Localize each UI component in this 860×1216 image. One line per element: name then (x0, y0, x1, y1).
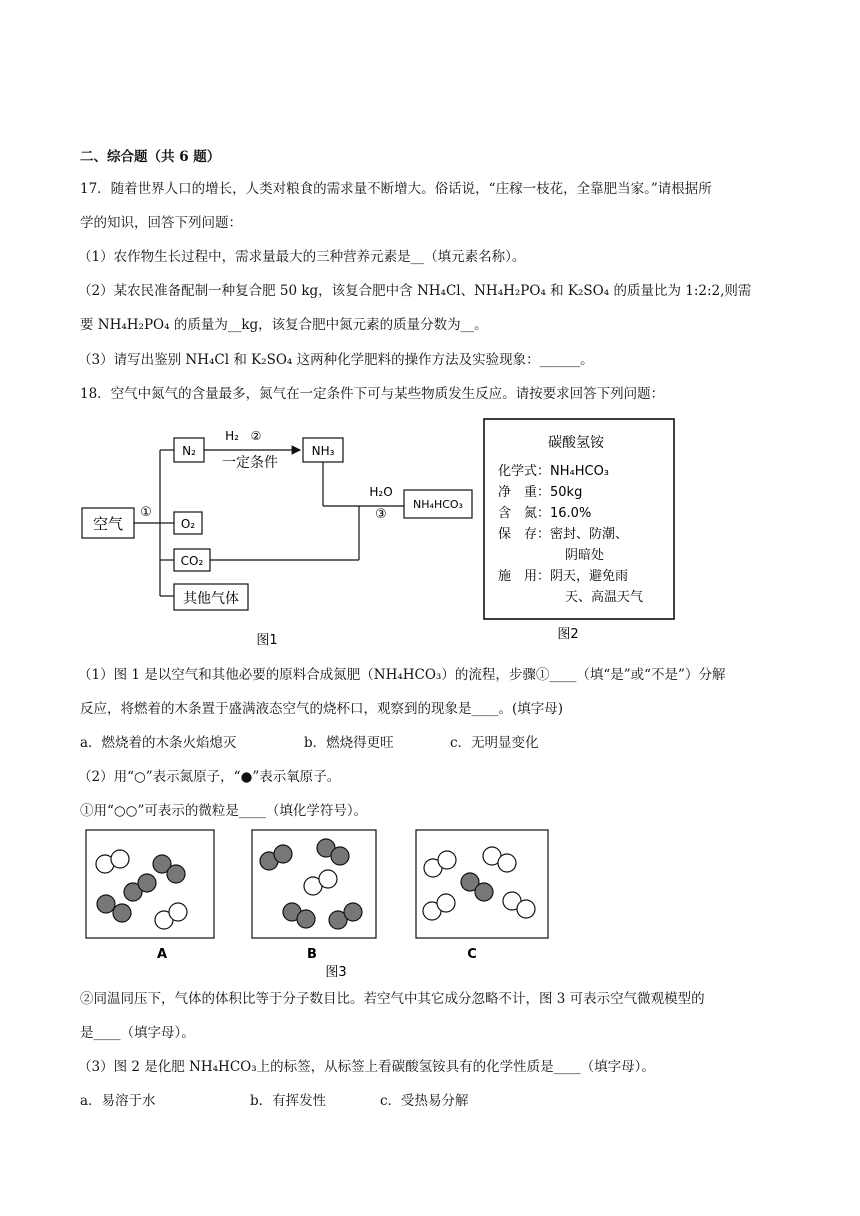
q18-option-a1: a．燃烧着的木条火焰熄灭 (80, 735, 237, 751)
q18-option-b1: b．燃烧得更旺 (304, 735, 394, 751)
q18-part-1b: 反应，将燃着的木条置于盛满液态空气的烧杯口，观察到的现象是____。(填字母) (80, 701, 564, 717)
figure-1-flow (78, 418, 478, 650)
q17-part-2b: 要 NH₄H₂PO₄ 的质量为__kg，该复合肥中氮元素的质量分数为__。 (80, 317, 488, 333)
q18-stem: 18．空气中氮气的含量最多，氮气在一定条件下可与某些物质发生反应。请按要求回答下列问题： (80, 386, 665, 402)
q18-part-2-ii-b: 是____（填字母）。 (80, 1025, 195, 1041)
q18-part-2-i: ①用“○○”可表示的微粒是____（填化学符号）。 (80, 803, 368, 819)
figure-3-models (80, 826, 560, 982)
co2-label: CO₂ (180, 554, 204, 568)
q18-option-a3: a．易溶于水 (80, 1093, 156, 1109)
nh3-label: NH₃ (311, 444, 335, 458)
q18-part-1a: （1）图 1 是以空气和其他必要的原料合成氮肥（NH₄HCO₃）的流程，步骤①____（填“是”或“不是”）分解 (78, 667, 726, 683)
h2o-label: H₂O (369, 485, 393, 499)
label-usage: 施 用：阴天，避免雨 (498, 569, 629, 584)
figure-1-caption: 图1 (256, 633, 278, 648)
o2-label: O₂ (180, 517, 196, 531)
q18-part-2-ii-a: ②同温同压下，气体的体积比等于分子数目比。若空气中其它成分忽略不计，图 3 可表示空气微观模型的 (80, 991, 705, 1007)
n2-label: N₂ (182, 444, 196, 458)
other-gas-label: 其他气体 (183, 591, 239, 607)
q18-part-2: （2）用“○”表示氮原子，“●”表示氧原子。 (78, 769, 341, 785)
label-formula: 化学式：NH₄HCO₃ (498, 464, 610, 479)
label-storage: 保 存：密封、防潮、 (498, 527, 629, 542)
h2-label: H₂ (225, 429, 239, 443)
step2-label: ② (250, 429, 262, 443)
step1-label: ① (140, 505, 152, 520)
label-nitrogen: 含 氮：16.0% (498, 506, 592, 521)
q17-stem-2: 学的知识，回答下列问题： (80, 215, 242, 231)
air-label: 空气 (92, 515, 124, 533)
figure-2-label (478, 414, 684, 646)
q18-part-3: （3）图 2 是化肥 NH₄HCO₃上的标签，从标签上看碳酸氢铵具有的化学性质是____（填字母）。 (78, 1059, 655, 1075)
step3-label: ③ (375, 507, 387, 522)
condition-label: 一定条件 (222, 455, 278, 471)
product-label: NH₄HCO₃ (413, 498, 463, 511)
q18-option-c3: c．受热易分解 (380, 1093, 469, 1109)
figure-2-caption: 图2 (557, 627, 579, 642)
label-usage-cont: 天、高温天气 (565, 590, 644, 605)
q17-part-1: （1）农作物生长过程中，需求量最大的三种营养元素是__（填元素名称）。 (78, 249, 526, 265)
model-b-label: B (307, 947, 317, 962)
q17-stem-1: 17．随着世界人口的增长，人类对粮食的需求量不断增大。俗话说，“庄稼一枝花，全靠肥当家。”请根据所 (80, 181, 712, 197)
label-title: 碳酸氢铵 (548, 435, 604, 451)
label-weight: 净 重：50kg (498, 485, 583, 500)
label-storage-cont: 阴暗处 (565, 548, 605, 563)
q18-option-c1: c．无明显变化 (450, 735, 539, 751)
q17-part-3: （3）请写出鉴别 NH₄Cl 和 K₂SO₄ 这两种化学肥料的操作方法及实验现象：______。 (78, 352, 594, 368)
q17-part-2a: （2）某农民准备配制一种复合肥 50 kg，该复合肥中含 NH₄Cl、NH₄H₂PO₄ 和 K₂SO₄ 的质量比为 1:2:2,则需 (78, 283, 752, 299)
figure-3-caption: 图3 (325, 965, 347, 980)
q18-option-b3: b．有挥发性 (250, 1093, 327, 1109)
section-title: 二、综合题（共 6 题） (80, 149, 221, 165)
model-c-label: C (467, 947, 477, 962)
model-a-label: A (156, 947, 168, 962)
